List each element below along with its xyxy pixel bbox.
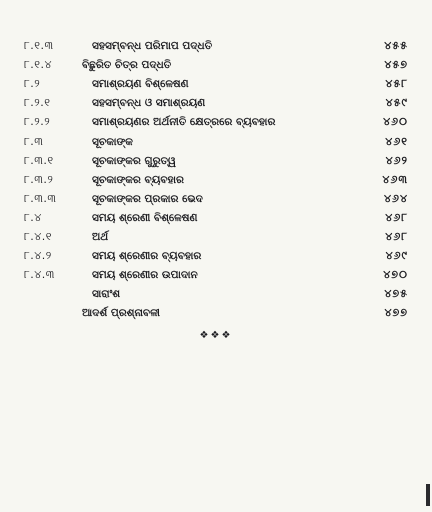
page-number: ୪୭୦ (383, 268, 408, 281)
page-number: ୪୬୧ (385, 135, 408, 148)
section-number: ୮.୪.୧ (24, 230, 53, 243)
toc-entry (0, 227, 432, 247)
section-title: ଅର୍ଥ (92, 231, 109, 243)
page-number: ୪୬୮ (385, 211, 408, 224)
section-number: ୮.୨.୨ (24, 115, 51, 128)
toc-entry (0, 303, 432, 323)
page-number: ୪୬୮ (385, 230, 408, 243)
section-number: ୮.୪ (24, 211, 42, 224)
section-title: ସହସମ୍ବନ୍ଧ ଓ ସମାଶ୍ରୟଣ (92, 97, 206, 109)
section-title: ସମୟ ଶ୍ରେଣୀର ବ୍ୟବହାର (92, 250, 202, 262)
section-title: ଆଦର୍ଶ ପ୍ରଶ୍ନାବଳୀ (82, 307, 160, 319)
section-title: ସମାଶ୍ରୟଣର ଅର୍ଥନୀତି କ୍ଷେତ୍ରରେ ବ୍ୟବହାର (92, 116, 276, 128)
page-edge-mark (426, 484, 430, 506)
section-title: ସମାଶ୍ରୟଣ ବିଶ୍ଳେଷଣ (92, 78, 189, 90)
section-number: ୮.୧.୩ (24, 39, 54, 52)
section-number: ୮.୪.୨ (24, 249, 52, 262)
page-number: ୪୫୭ (384, 58, 408, 71)
section-number: ୮.୩.୩ (24, 192, 57, 205)
ornament-divider: ❖❖❖ (199, 330, 233, 341)
section-number: ୮.୨.୧ (24, 96, 51, 109)
toc-entry (0, 208, 432, 228)
section-title: ସାରାଂଶ (92, 288, 121, 300)
toc-entry (0, 112, 432, 132)
page-number: ୪୬୯ (385, 249, 408, 262)
section-title: ସୂଚକାଙ୍କର ପ୍ରକାର ଭେଦ (92, 193, 203, 205)
toc-entry (0, 74, 432, 94)
section-number: ୮.୩ (24, 135, 44, 148)
section-number: ୮.୧.୪ (24, 58, 53, 71)
page-number: ୪୫୯ (385, 96, 408, 109)
section-number: ୮.୩.୨ (24, 173, 54, 186)
section-title: ସୂଚକାଙ୍କର ବ୍ୟବହାର (92, 174, 184, 186)
page-number: ୪୫୮ (385, 77, 408, 90)
toc-entry (0, 284, 432, 304)
section-number: ୮.୩.୧ (24, 154, 54, 167)
section-title: ସମୟ ଶ୍ରେଣୀର ଉପାଦାନ (92, 269, 198, 281)
toc-entry (0, 189, 432, 209)
page-number: ୪୬୪ (383, 192, 408, 205)
page-number: ୪୬୩ (382, 173, 408, 186)
toc-entry (0, 170, 432, 190)
page-number: ୪୫୫ (384, 39, 408, 52)
page-number: ୪୭୫ (384, 287, 408, 300)
page-number: ୪୭୭ (384, 306, 408, 319)
toc-entry (0, 93, 432, 113)
toc-entry (0, 265, 432, 285)
page-number: ୪୬୦ (383, 115, 408, 128)
section-title: ବିଛୁରିତ ଚିତ୍ର ପଦ୍ଧତି (82, 59, 172, 71)
toc-entry (0, 36, 432, 56)
toc-entry (0, 151, 432, 171)
section-number: ୮.୨ (24, 77, 41, 90)
section-title: ସୂଚକାଙ୍କ (92, 136, 133, 148)
toc-entry (0, 246, 432, 266)
section-title: ସୂଚକାଙ୍କର ଗୁରୁତ୍ୱ (92, 155, 176, 167)
toc-entry (0, 132, 432, 152)
section-number: ୮.୪.୩ (24, 268, 55, 281)
toc-entry (0, 55, 432, 75)
page-number: ୪୬୨ (385, 154, 408, 167)
section-title: ସମୟ ଶ୍ରେଣୀ ବିଶ୍ଳେଷଣ (92, 212, 198, 224)
section-title: ସହସମ୍ବନ୍ଧ ପରିମାପ ପଦ୍ଧତି (92, 40, 213, 52)
